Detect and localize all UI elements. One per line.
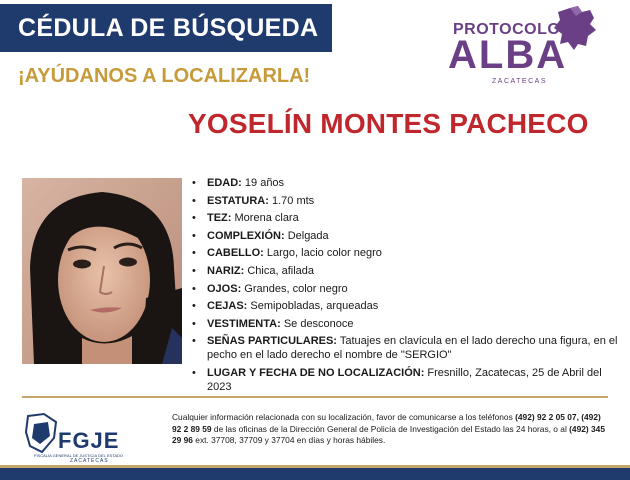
detail-age: • EDAD: 19 años [190,176,618,190]
bottom-bar [0,468,630,480]
detail-hair: • CABELLO: Largo, lacio color negro [190,246,618,260]
fgje-emblem-icon [22,412,62,456]
detail-clothing: • VESTIMENTA: Se desconoce [190,317,618,331]
details-list [190,176,618,398]
subtitle: ¡AYÚDANOS A LOCALIZARLA! [18,65,311,87]
phone-number: (492) 345 29 96 [172,423,605,445]
fgje-logo-subtitle: FISCALÍA GENERAL DE JUSTICIA DEL ESTADO [34,453,123,458]
detail-location-date: • LUGAR Y FECHA DE NO LOCALIZACIÓN: Fresnillo, Zacatecas, 25 de Abril del 2023 [190,366,618,394]
detail-nose: • NARIZ: Chica, afilada [190,264,618,278]
detail-build: • COMPLEXIÓN: Delgada [190,229,618,243]
fgje-logo-region: ZACATECAS [70,458,109,464]
phone-number: (492) 92 2 89 59 [172,412,601,434]
detail-distinguishing-marks: • SEÑAS PARTICULARES: Tatuajes en clavícula en el lado derecho una figura, en el pecho en el lado derecho el nombre de "SERGIO" [190,334,618,362]
detail-height: • ESTATURA: 1.70 mts [190,194,618,208]
alba-logo-big-text: ALBA [448,33,568,77]
missing-person-photo [22,178,182,364]
fgje-logo-text: FGJE [58,428,120,453]
contact-info: Cualquier información relacionada con su localización, favor de comunicarse a los teléfonos (492) 92 2 05 07, (492) 92 2 89 59 de las oficinas de la Dirección General de Policía de Investigación del Estado las 24 horas, o al (492) 345 29 96 ext. 37708, 37709 y 37704 en días y horas hábiles. [172,412,605,445]
footer-divider [22,396,608,398]
alba-logo-region: ZACATECAS [492,78,547,85]
page-title: CÉDULA DE BÚSQUEDA [18,13,319,42]
detail-complexion-tone: • TEZ: Morena clara [190,211,618,225]
detail-eyebrows: • CEJAS: Semipobladas, arqueadas [190,299,618,313]
phone-number: (492) 92 2 05 07, [515,412,579,422]
header-title-bar [0,4,332,52]
alba-logo-small-text: PROTOCOLO [453,21,561,38]
protocolo-alba-logo [440,6,600,86]
missing-person-name: YOSELÍN MONTES PACHECO [188,108,589,139]
detail-eyes: • OJOS: Grandes, color negro [190,282,618,296]
